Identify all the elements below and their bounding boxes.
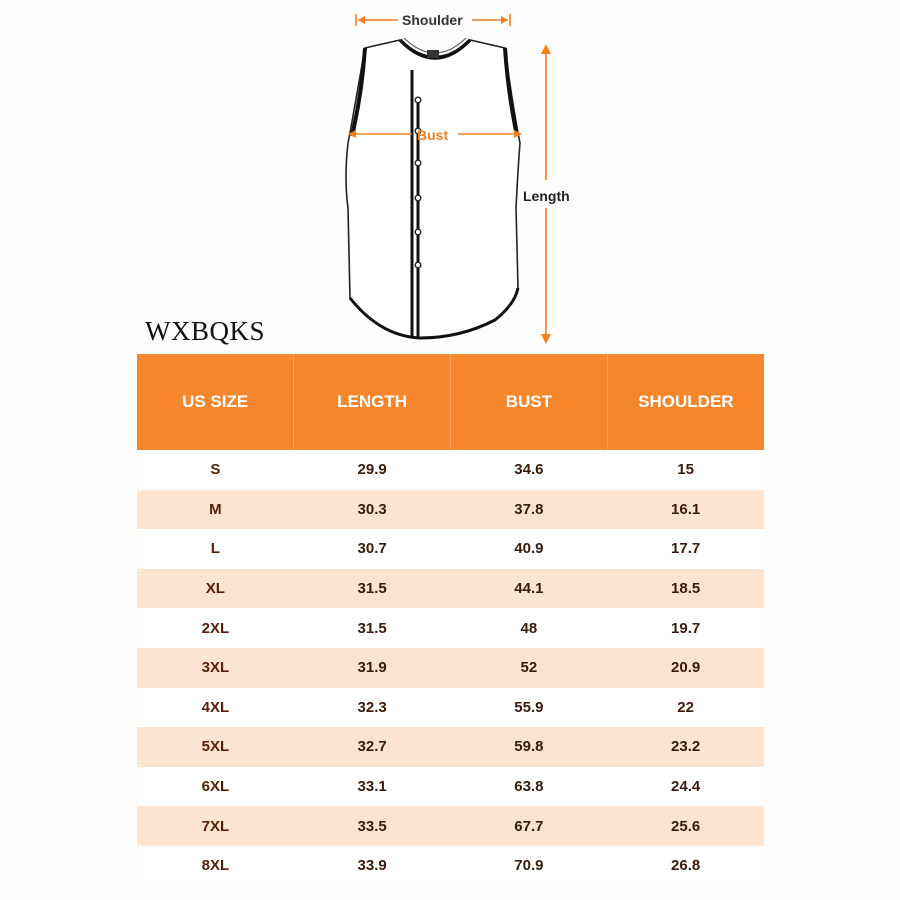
table-row: [137, 846, 764, 886]
cell-size: 4XL: [137, 688, 294, 728]
length-label: Length: [523, 188, 570, 204]
cell-length: 32.7: [294, 727, 451, 767]
neck-tag: [427, 50, 439, 58]
cell-length: 31.5: [294, 569, 451, 609]
cell-bust: 52: [451, 648, 608, 688]
table-header-row: [137, 354, 764, 450]
cell-bust: 48: [451, 608, 608, 648]
cell-bust: 70.9: [451, 846, 608, 886]
jersey-diagram: [330, 8, 580, 353]
cell-length: 31.9: [294, 648, 451, 688]
cell-shoulder: 25.6: [607, 806, 764, 846]
jersey-outline: [346, 40, 520, 338]
cell-size: 2XL: [137, 608, 294, 648]
table-row: [137, 569, 764, 609]
table-row: [137, 490, 764, 530]
cell-size: 3XL: [137, 648, 294, 688]
cell-bust: 59.8: [451, 727, 608, 767]
cell-bust: 67.7: [451, 806, 608, 846]
header-shoulder: SHOULDER: [607, 354, 764, 450]
cell-length: 33.1: [294, 767, 451, 807]
cell-size: 7XL: [137, 806, 294, 846]
cell-length: 32.3: [294, 688, 451, 728]
cell-shoulder: 17.7: [607, 529, 764, 569]
cell-bust: 63.8: [451, 767, 608, 807]
cell-shoulder: 26.8: [607, 846, 764, 886]
cell-length: 30.7: [294, 529, 451, 569]
table-row: [137, 806, 764, 846]
cell-shoulder: 19.7: [607, 608, 764, 648]
cell-size: L: [137, 529, 294, 569]
cell-size: M: [137, 490, 294, 530]
cell-bust: 37.8: [451, 490, 608, 530]
table-row: [137, 767, 764, 807]
cell-length: 33.5: [294, 806, 451, 846]
cell-shoulder: 23.2: [607, 727, 764, 767]
cell-size: 8XL: [137, 846, 294, 886]
cell-size: XL: [137, 569, 294, 609]
cell-shoulder: 15: [607, 450, 764, 490]
cell-bust: 44.1: [451, 569, 608, 609]
header-us-size: US SIZE: [137, 354, 294, 450]
cell-length: 30.3: [294, 490, 451, 530]
table-row: [137, 688, 764, 728]
cell-bust: 55.9: [451, 688, 608, 728]
cell-length: 31.5: [294, 608, 451, 648]
size-chart-table: [137, 354, 764, 886]
cell-shoulder: 16.1: [607, 490, 764, 530]
header-length: LENGTH: [294, 354, 451, 450]
cell-length: 29.9: [294, 450, 451, 490]
table-row: [137, 450, 764, 490]
cell-bust: 40.9: [451, 529, 608, 569]
header-bust: BUST: [451, 354, 608, 450]
cell-size: 6XL: [137, 767, 294, 807]
bust-label: Bust: [417, 127, 449, 143]
size-rows: [137, 450, 764, 886]
table-row: [137, 608, 764, 648]
cell-length: 33.9: [294, 846, 451, 886]
shoulder-label: Shoulder: [402, 12, 463, 28]
table-row: [137, 529, 764, 569]
cell-shoulder: 18.5: [607, 569, 764, 609]
table-row: [137, 648, 764, 688]
cell-size: S: [137, 450, 294, 490]
cell-shoulder: 22: [607, 688, 764, 728]
table-row: [137, 727, 764, 767]
cell-size: 5XL: [137, 727, 294, 767]
cell-bust: 34.6: [451, 450, 608, 490]
cell-shoulder: 20.9: [607, 648, 764, 688]
cell-shoulder: 24.4: [607, 767, 764, 807]
brand-name: WXBQKS: [145, 316, 266, 346]
